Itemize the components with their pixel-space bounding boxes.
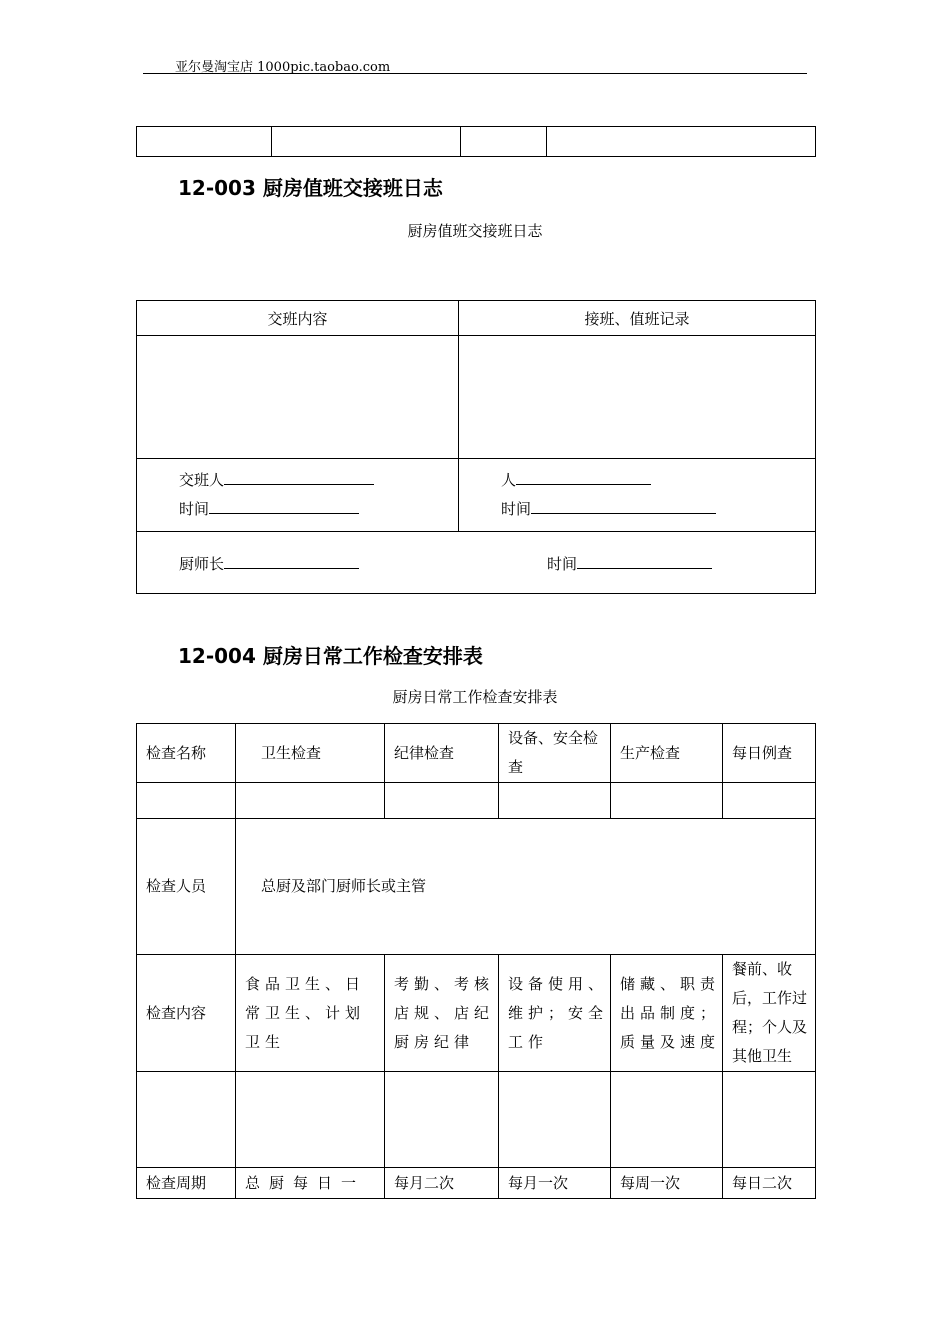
- inspector-value-cell: 总厨及部门厨师长或主管: [236, 819, 816, 955]
- table-cell: [723, 783, 816, 819]
- table-cell: [547, 127, 816, 157]
- section-title-handover-log: 厨房值班交接班日志: [407, 222, 543, 240]
- header-cell-hygiene: 卫生检查: [236, 724, 385, 783]
- cycle-cell-hygiene: 总厨每日一: [236, 1168, 385, 1199]
- handover-time-blank: [209, 498, 359, 514]
- cycle-label-cell: 检查周期: [137, 1168, 236, 1199]
- table-cell: [499, 1072, 611, 1168]
- inspection-schedule-table: [136, 723, 816, 1199]
- handover-time-label: 时间: [179, 500, 210, 518]
- chef-label: 厨师长: [179, 555, 225, 573]
- takeover-person-label: 人: [501, 471, 517, 489]
- takeover-person-blank: [516, 469, 651, 485]
- handover-person-label: 交班人: [179, 471, 225, 489]
- inspector-label-cell: 检查人员: [137, 819, 236, 955]
- table-cell: [385, 783, 499, 819]
- table-cell: [272, 127, 461, 157]
- content-cell-discipline: 考勤、考核店规、店纪厨房纪律: [385, 955, 499, 1072]
- header-rule: [143, 73, 807, 74]
- table-cell: [236, 1072, 385, 1168]
- takeover-record-cell: [459, 336, 816, 459]
- handover-signature-cell: [137, 459, 459, 532]
- table-cell: [385, 1072, 499, 1168]
- table-cell: [137, 127, 272, 157]
- handover-content-header: 交班内容: [137, 301, 459, 336]
- handover-content-cell: [137, 336, 459, 459]
- table-cell: [611, 1072, 723, 1168]
- cycle-cell-equipment-safety: 每月一次: [499, 1168, 611, 1199]
- chef-time-label: 时间: [547, 555, 578, 573]
- content-label-cell: 检查内容: [137, 955, 236, 1072]
- cycle-cell-production: 每周一次: [611, 1168, 723, 1199]
- content-cell-daily: 餐前、收后，工作过程；个人及其他卫生: [723, 955, 816, 1072]
- table-cell: [137, 783, 236, 819]
- header-cell-daily: 每日例查: [723, 724, 816, 783]
- chef-blank: [224, 553, 359, 569]
- section-heading-12-004: 12-004 厨房日常工作检查安排表: [178, 644, 483, 668]
- takeover-record-header: 接班、值班记录: [459, 301, 816, 336]
- table-cell: [499, 783, 611, 819]
- table-cell: [236, 783, 385, 819]
- takeover-time-label: 时间: [501, 500, 532, 518]
- handover-person-blank: [224, 469, 374, 485]
- table-cell: [723, 1072, 816, 1168]
- header-cell-equipment-safety: 设备、安全检查: [499, 724, 611, 783]
- top-empty-table: [136, 126, 816, 157]
- content-cell-hygiene: 食品卫生、日常卫生、计划卫生: [236, 955, 385, 1072]
- takeover-signature-cell: [459, 459, 816, 532]
- chef-signature-row: [137, 532, 816, 594]
- cycle-cell-daily: 每日二次: [723, 1168, 816, 1199]
- header-cell-production: 生产检查: [611, 724, 723, 783]
- table-cell: [137, 1072, 236, 1168]
- table-cell: [461, 127, 547, 157]
- handover-log-table: [136, 300, 816, 594]
- section-title-inspection-schedule: 厨房日常工作检查安排表: [392, 688, 558, 706]
- chef-time-blank: [577, 553, 712, 569]
- table-cell: [611, 783, 723, 819]
- header-cell-name: 检查名称: [137, 724, 236, 783]
- section-heading-12-003: 12-003 厨房值班交接班日志: [178, 176, 443, 200]
- content-cell-equipment-safety: 设备使用、维护；安全工作: [499, 955, 611, 1072]
- content-cell-production: 储藏、职责出品制度；质量及速度: [611, 955, 723, 1072]
- cycle-cell-discipline: 每月二次: [385, 1168, 499, 1199]
- page-header: 亚尔曼淘宝店 1000pic.taobao.com: [175, 60, 391, 75]
- header-cell-discipline: 纪律检查: [385, 724, 499, 783]
- takeover-time-blank: [531, 498, 716, 514]
